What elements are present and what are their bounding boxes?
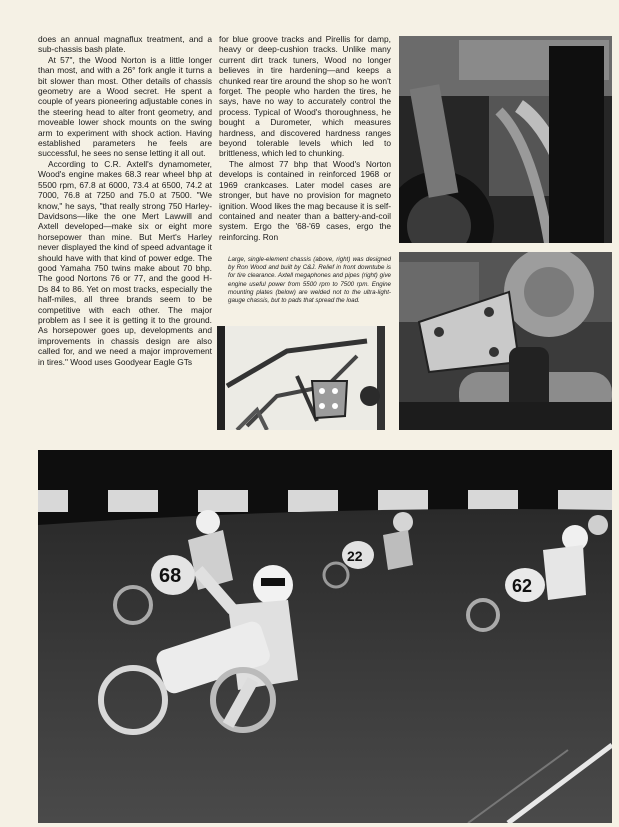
photo-race-scene: [38, 450, 612, 823]
photo-engine-plates: [399, 252, 612, 430]
article-column-2: [219, 34, 391, 242]
photo-caption: Large, single-element chassis (above, right) was designed by Ron Wood and built by C&J. Relief in front downtube is for tire clearance. Axtell megaphones and pipes (right) give engine useful power from 5500 rpm to 7500 rpm. Engine mounting plates (below) are welded not to the ultra-light-gauge chassis, but to pads that spread the load.: [228, 256, 391, 305]
race-number-22: 22: [347, 548, 363, 564]
photo-bare-chassis: [217, 326, 385, 430]
article-column-1: [38, 34, 212, 367]
paragraph: for blue groove tracks and Pirellis for damp, heavy or deep-cushion tracks. Unlike many current dirt track tuners, Wood no longer believes in tire hardening—and keeps a chunked rear tire around the shop so he won't forget. The people who harden the tires, he says, have no way to accurately control the process. Typical of Wood's thoroughness, he bought a Durometer, which measures hardness, and discovered hardness ranges beyond tolerable levels which led to brittleness, which led to chunking.: [219, 34, 391, 159]
paragraph: At 57", the Wood Norton is a little longer than most, and with a 26° fork angle it turns a bit slower than most. Other details of chassis geometry are a Wood secret. He spent a couple of years pioneering adjustable cones in the steering head to alter front geometry, and moveable lower shock mounts on the swing arm to experiment with shock action. Having established parameters he feels are successful, he sees no sense letting it all out.: [38, 54, 212, 159]
race-number-62: 62: [512, 576, 533, 596]
photo-chassis-exhaust: [399, 36, 612, 243]
race-number-68: 68: [159, 565, 182, 587]
paragraph: does an annual magnaflux treatment, and a sub-chassis bash plate.: [38, 34, 212, 55]
paragraph: According to C.R. Axtell's dynamometer, Wood's engine makes 68.3 rear wheel bhp at 5500 rpm, 67.8 at 6000, 73.4 at 6500, 74.2 at 7000, 76.8 at 7250 and 75.0 at 7500. "We know," he says, "that really strong 750 Harley-Davidsons—like the one Mert Lawwill and Axtell developed—make six or eight more horsepower than mine. But Mert's Harley never displayed the kind of speed advantage it should have with that kind of power edge. The good Yamaha 750 twins make about 70 bhp. The good Nortons 76 or 77, and the good H-Ds 84 to 86. Yet on most tracks, especially the half-miles, all three brands seem to be competitive with each other. The major problem as I see it is getting it to the ground. As horsepower goes up, developments and improvements in chassis design are also called for, and we need a major improvement in tires." Wood uses Goodyear Eagle GTs: [38, 158, 212, 367]
paragraph: The almost 77 bhp that Wood's Norton develops is contained in reinforced 1968 or 1969 crankcases. Later model cases are stronger, but have no provision for magneto ignition. Wood likes the mag because it is self-contained and neater than a battery-and-coil system. Ergo the '68-'69 cases, ergo the reinforcing. Ron: [219, 158, 391, 242]
